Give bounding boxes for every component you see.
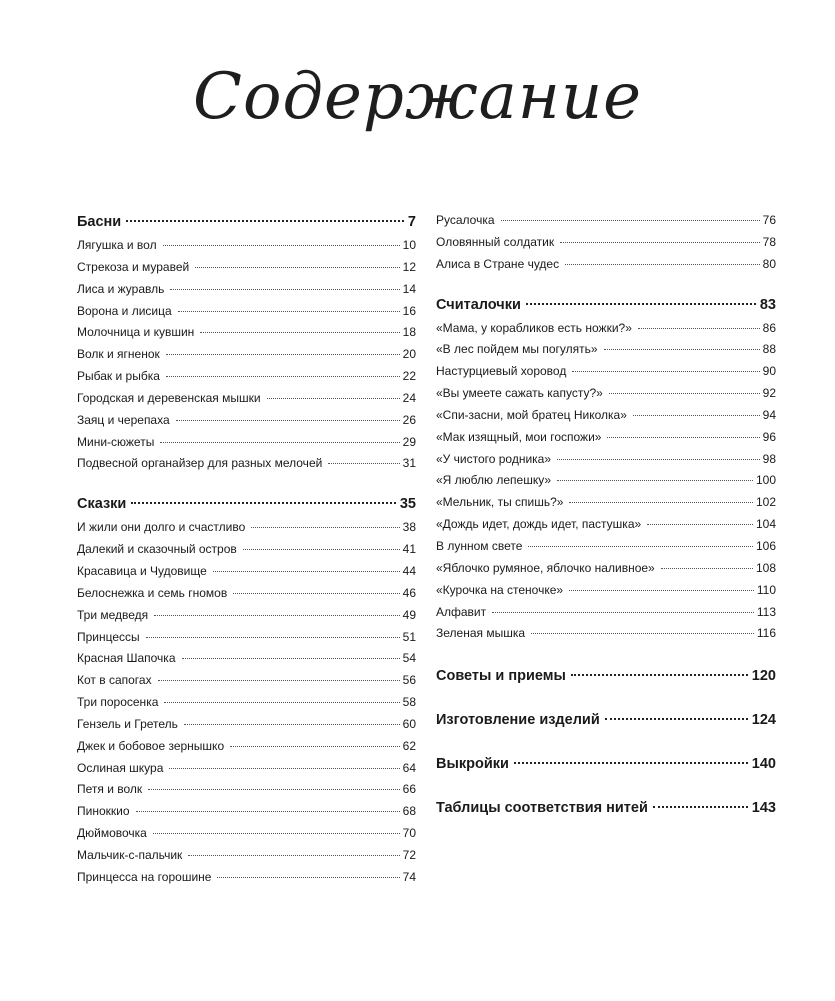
toc-entry[interactable]	[77, 453, 416, 475]
entry-title: Зеленая мышка	[436, 626, 526, 641]
entry-page: 44	[402, 563, 416, 578]
toc-entry[interactable]	[77, 388, 416, 410]
entry-page: 92	[762, 386, 776, 401]
dot-leader	[164, 702, 399, 703]
section-heading-tales[interactable]	[77, 492, 416, 517]
section-page: 140	[751, 756, 776, 773]
entry-page: 29	[402, 434, 416, 449]
entry-page: 74	[402, 869, 416, 884]
dot-leader	[572, 371, 759, 372]
entry-title: Кот в сапогах	[77, 673, 152, 688]
dot-leader	[166, 354, 400, 355]
entry-page: 86	[762, 320, 776, 335]
entry-title: Красавица и Чудовище	[77, 563, 207, 578]
toc-entry[interactable]	[77, 779, 416, 801]
entry-page: 64	[402, 760, 416, 775]
dot-leader	[605, 718, 748, 720]
entry-title: И жили они долго и счастливо	[77, 520, 246, 535]
toc-entry[interactable]	[436, 558, 776, 580]
entry-title: Принцесса на горошине	[77, 869, 212, 884]
dot-leader	[607, 437, 759, 438]
entry-title: «Мак изящный, мои госпожи»	[436, 429, 602, 444]
entry-page: 106	[755, 538, 776, 553]
entry-page: 38	[402, 520, 416, 535]
entry-page: 60	[402, 716, 416, 731]
entry-title: Русалочка	[436, 213, 495, 227]
entry-title: «Курочка на стеночке»	[436, 582, 564, 597]
toc-entry[interactable]	[436, 536, 776, 558]
dot-leader	[569, 590, 754, 591]
entry-title: Молочница и кувшин	[77, 325, 195, 340]
entry-title: Стрекоза и муравей	[77, 259, 190, 274]
entry-page: 62	[402, 738, 416, 753]
dot-leader	[178, 311, 400, 312]
entry-page: 104	[755, 517, 776, 532]
toc-entry[interactable]	[77, 648, 416, 670]
entry-page: 70	[402, 826, 416, 841]
page-title: Содержание	[192, 60, 643, 134]
section-page: 143	[751, 800, 776, 817]
entry-title: Рыбак и рыбка	[77, 369, 160, 384]
entry-page: 56	[402, 673, 416, 688]
entry-page: 80	[762, 256, 776, 271]
dot-leader	[230, 746, 400, 747]
dot-leader	[243, 549, 400, 550]
dot-leader	[182, 658, 400, 659]
toc-entry[interactable]	[77, 279, 416, 301]
toc-entry[interactable]	[436, 210, 776, 232]
entry-page: 22	[402, 369, 416, 384]
entry-page: 72	[402, 847, 416, 862]
dot-leader	[158, 680, 400, 681]
toc-entry[interactable]	[77, 605, 416, 627]
dot-leader	[169, 768, 399, 769]
entry-title: «Мама, у корабликов есть ножки?»	[436, 320, 632, 335]
toc-entry[interactable]	[77, 410, 416, 432]
toc-entry[interactable]	[77, 670, 416, 692]
entry-title: Пиноккио	[77, 804, 130, 819]
dot-leader	[560, 242, 760, 243]
toc-entry[interactable]	[77, 758, 416, 780]
dot-leader	[653, 806, 748, 808]
toc-entry[interactable]	[436, 602, 776, 624]
entry-page: 100	[755, 473, 776, 488]
section-heading-fables[interactable]	[77, 210, 416, 235]
entry-page: 51	[402, 629, 416, 644]
entry-page: 12	[402, 259, 416, 274]
section-page: 124	[751, 712, 776, 729]
entry-title: Настурциевый хоровод	[436, 364, 567, 379]
dot-leader	[267, 398, 400, 399]
entry-page: 58	[402, 695, 416, 710]
dot-leader	[154, 615, 399, 616]
entry-title: Оловянный солдатик	[436, 234, 555, 249]
entry-title: Мини-сюжеты	[77, 434, 155, 449]
toc-entry[interactable]	[436, 405, 776, 427]
entry-title: Дюймовочка	[77, 826, 147, 841]
toc-entry[interactable]	[77, 714, 416, 736]
entry-page: 90	[762, 364, 776, 379]
dot-leader	[251, 527, 399, 528]
entry-title: Джек и бобовое зернышко	[77, 738, 225, 753]
toc-entry[interactable]	[77, 583, 416, 605]
section-title: Таблицы соответствия нитей	[436, 800, 648, 817]
toc-entry[interactable]	[77, 366, 416, 388]
dot-leader	[233, 593, 399, 594]
entry-page: 113	[756, 604, 776, 619]
dot-leader	[166, 376, 400, 377]
toc-entry[interactable]	[77, 801, 416, 823]
entry-page: 88	[762, 342, 776, 357]
toc-entry[interactable]	[77, 257, 416, 279]
entry-page: 96	[762, 429, 776, 444]
toc-entry[interactable]	[436, 623, 776, 645]
entry-page: 94	[762, 407, 776, 422]
dot-leader	[184, 724, 400, 725]
entry-page: 20	[402, 347, 416, 362]
entry-title: Гензель и Гретель	[77, 716, 178, 731]
dot-leader	[647, 524, 753, 525]
entry-page: 98	[762, 451, 776, 466]
dot-leader	[188, 855, 399, 856]
dot-leader	[195, 267, 399, 268]
toc-entry[interactable]	[436, 470, 776, 492]
entry-page: 41	[402, 542, 416, 557]
toc-entry[interactable]	[436, 318, 776, 340]
dot-leader	[526, 303, 756, 305]
toc-entry[interactable]	[77, 692, 416, 714]
section-title: Советы и приемы	[436, 668, 566, 685]
dot-leader	[609, 393, 760, 394]
toc-entry[interactable]	[77, 845, 416, 867]
dot-leader	[492, 612, 754, 613]
entry-title: Подвесной органайзер для разных мелочей	[77, 456, 323, 471]
entry-title: Мальчик-с-пальчик	[77, 847, 183, 862]
entry-title: «Мельник, ты спишь?»	[436, 495, 564, 510]
dot-leader	[148, 789, 399, 790]
entry-page: 76	[762, 213, 776, 227]
toc-entry[interactable]	[436, 580, 776, 602]
toc-entry[interactable]	[77, 322, 416, 344]
section-page: 7	[407, 214, 416, 230]
entry-page: 110	[756, 582, 776, 597]
toc-entry[interactable]	[77, 235, 416, 257]
entry-title: «Я люблю лепешку»	[436, 473, 552, 488]
dot-leader	[571, 674, 748, 676]
entry-title: Ослиная шкура	[77, 760, 164, 775]
entry-page: 78	[762, 234, 776, 249]
entry-page: 108	[755, 560, 776, 575]
entry-title: Три медведя	[77, 607, 149, 622]
dot-leader	[170, 289, 399, 290]
entry-title: Волк и ягненок	[77, 347, 160, 362]
toc-entry[interactable]	[77, 867, 416, 889]
entry-page: 46	[402, 585, 416, 600]
toc-entry[interactable]	[436, 449, 776, 471]
toc-entry[interactable]	[436, 361, 776, 383]
dot-leader	[176, 420, 400, 421]
entry-page: 102	[755, 495, 776, 510]
entry-title: Алфавит	[436, 604, 487, 619]
toc-entry[interactable]	[436, 339, 776, 361]
entry-title: Заяц и черепаха	[77, 412, 170, 427]
toc-entry[interactable]	[436, 254, 776, 276]
entry-title: «У чистого родника»	[436, 451, 552, 466]
section-heading-counting-rhymes[interactable]	[436, 293, 776, 318]
toc-entry[interactable]	[77, 561, 416, 583]
dot-leader	[328, 463, 399, 464]
dot-leader	[565, 264, 760, 265]
entry-title: «Спи-засни, мой братец Николка»	[436, 407, 627, 422]
entry-title: Лиса и журавль	[77, 281, 165, 296]
section-title: Выкройки	[436, 756, 509, 773]
entry-title: Белоснежка и семь гномов	[77, 585, 228, 600]
entry-page: 116	[756, 626, 776, 641]
dot-leader	[136, 811, 400, 812]
dot-leader	[153, 833, 400, 834]
section-heading-tips[interactable]	[436, 664, 776, 689]
entry-title: Алиса в Стране чудес	[436, 256, 560, 271]
section-heading-making[interactable]	[436, 708, 776, 733]
dot-leader	[531, 633, 754, 634]
toc-entry[interactable]	[77, 432, 416, 454]
section-title: Изготовление изделий	[436, 712, 600, 729]
toc-right-column	[436, 210, 776, 821]
toc-entry[interactable]	[436, 383, 776, 405]
entry-title: Лягушка и вол	[77, 238, 157, 252]
entry-title: «Вы умеете сажать капусту?»	[436, 386, 603, 401]
entry-page: 31	[402, 456, 416, 471]
dot-leader	[200, 332, 399, 333]
toc-entry[interactable]	[77, 344, 416, 366]
entry-page: 24	[402, 390, 416, 405]
dot-leader	[557, 459, 760, 460]
entry-page: 18	[402, 325, 416, 340]
entry-page: 16	[402, 303, 416, 318]
dot-leader	[604, 349, 760, 350]
toc-entry[interactable]	[77, 517, 416, 539]
section-title: Сказки	[77, 496, 127, 513]
dot-leader	[131, 502, 396, 504]
toc-entry[interactable]	[436, 492, 776, 514]
dot-leader	[557, 480, 753, 481]
entry-page: 54	[402, 651, 416, 666]
entry-title: В лунном свете	[436, 538, 523, 553]
section-page: 35	[399, 496, 416, 513]
entry-title: Далекий и сказочный остров	[77, 542, 237, 557]
entry-title: «Дождь идет, дождь идет, пастушка»	[436, 517, 642, 532]
toc-entry[interactable]	[436, 427, 776, 449]
toc-entry[interactable]	[77, 301, 416, 323]
entry-page: 66	[402, 782, 416, 797]
dot-leader	[217, 877, 399, 878]
toc-entry[interactable]	[77, 823, 416, 845]
dot-leader	[638, 328, 760, 329]
section-page: 120	[751, 668, 776, 685]
entry-title: Принцессы	[77, 629, 140, 644]
dot-leader	[146, 637, 400, 638]
toc-entry[interactable]	[436, 514, 776, 536]
entry-title: Городская и деревенская мышки	[77, 390, 261, 405]
section-heading-patterns[interactable]	[436, 752, 776, 777]
toc-entry[interactable]	[77, 627, 416, 649]
toc-entry[interactable]	[77, 539, 416, 561]
dot-leader	[126, 220, 404, 222]
dot-leader	[661, 568, 753, 569]
toc-left-column	[77, 210, 416, 889]
entry-title: Красная Шапочка	[77, 651, 176, 666]
entry-title: Три поросенка	[77, 695, 159, 710]
entry-title: Петя и волк	[77, 782, 143, 797]
toc-entry[interactable]	[436, 232, 776, 254]
section-title: Считалочки	[436, 296, 521, 313]
entry-title: «В лес пойдем мы погулять»	[436, 342, 598, 357]
section-title: Басни	[77, 214, 122, 230]
dot-leader	[160, 442, 399, 443]
dot-leader	[633, 415, 760, 416]
entry-page: 10	[402, 238, 416, 252]
entry-page: 14	[402, 281, 416, 296]
dot-leader	[213, 571, 400, 572]
entry-page: 26	[402, 412, 416, 427]
dot-leader	[514, 762, 748, 764]
entry-page: 68	[402, 804, 416, 819]
entry-page: 49	[402, 607, 416, 622]
dot-leader	[528, 546, 753, 547]
toc-entry[interactable]	[77, 736, 416, 758]
dot-leader	[569, 502, 753, 503]
dot-leader	[163, 245, 400, 246]
entry-title: «Яблочко румяное, яблочко наливное»	[436, 560, 655, 575]
dot-leader	[501, 220, 760, 221]
section-page: 83	[759, 296, 776, 313]
entry-title: Ворона и лисица	[77, 303, 172, 318]
section-heading-thread-tables[interactable]	[436, 796, 776, 821]
